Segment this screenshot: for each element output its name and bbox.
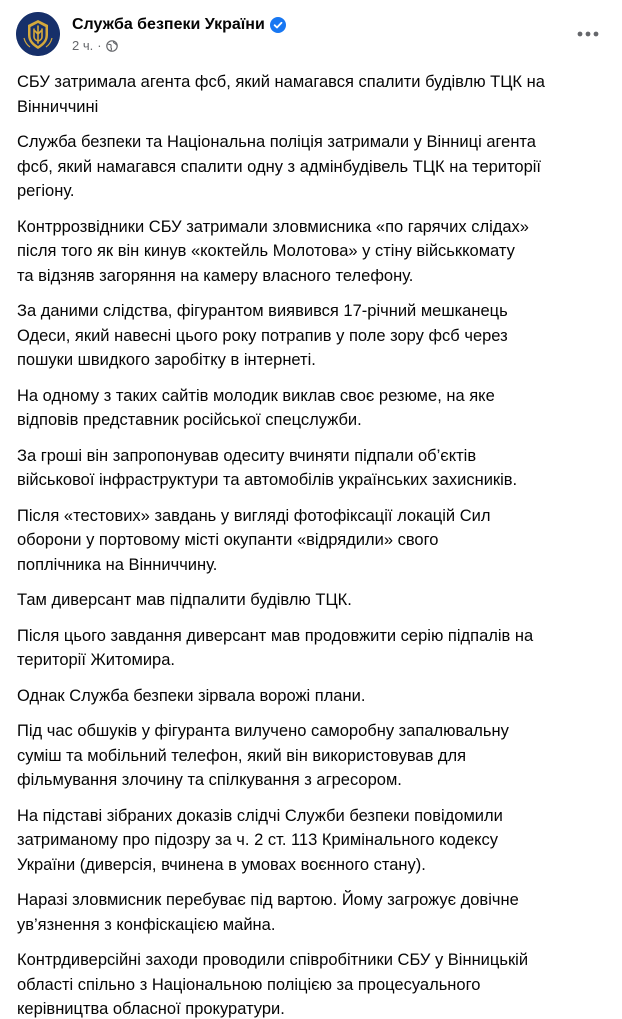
post-meta: [72, 37, 286, 55]
post-header: [16, 12, 606, 60]
post-paragraph: За гроші він запропонував одеситу вчиняти підпали об’єктів військової інфраструктури та автомобілів українських захисників.: [17, 446, 518, 489]
post-paragraph: Під час обшуків у фігуранта вилучено саморобну запалювальну суміш та мобільний телефон, який він використовував для фільмування злочину та спілкування з агресором.: [17, 722, 509, 789]
more-options-icon: [577, 31, 599, 37]
meta-separator: ·: [97, 38, 102, 53]
author-block: [72, 14, 286, 58]
author-name[interactable]: Служба безпеки України: [72, 16, 265, 33]
post-paragraph: На одному з таких сайтів молодик виклав своє резюме, на яке відповів представник російської спецслужби.: [17, 386, 495, 429]
post-paragraph: Там диверсант мав підпалити будівлю ТЦК.: [17, 591, 352, 609]
post-paragraph: Наразі зловмисник перебуває під вартою. Йому загрожує довічне ув’язнення з конфіскацією майна.: [17, 891, 519, 934]
post-paragraph: Після цього завдання диверсант мав продовжити серію підпалів на території Житомира.: [17, 626, 534, 669]
more-options-button[interactable]: [570, 16, 606, 52]
globe-icon[interactable]: [106, 40, 118, 52]
post-timestamp[interactable]: 2 ч.: [72, 38, 94, 53]
post-paragraph: Служба безпеки та Національна поліція затримали у Вінниці агента фсб, який намагався спалити одну з адмінбудівель ТЦК на території регіону.: [17, 133, 542, 200]
post-paragraph: Однак Служба безпеки зірвала ворожі плани.: [17, 686, 366, 705]
post-paragraph: Контррозвідники СБУ затримали зловмисника «по гарячих слідах» після того як він кинув «коктейль Молотова» у стіну військкомату та відзняв загоряння на камеру власного телефону.: [17, 217, 529, 285]
post-paragraph: За даними слідства, фігурантом виявився 17-річний мешканець Одеси, який навесні цього року потрапив у поле зору фсб через пошуки швидкого заробітку в інтернеті.: [17, 302, 508, 369]
post-paragraph: Після «тестових» завдань у вигляді фотофіксації локацій Сил оборони у портовому місті окупанти «відрядили» свого поплічника на Вінниччину.: [17, 506, 491, 574]
post-paragraph: Контрдиверсійні заходи проводили співробітники СБУ у Вінницькій області спільно з Національною поліцією за процесуального керівництва обласної прокуратури.: [17, 951, 529, 1018]
verified-badge-icon: [270, 17, 286, 33]
post-body: [17, 70, 607, 1019]
sbu-emblem-icon[interactable]: [16, 12, 60, 56]
author-line: [72, 14, 286, 36]
post-paragraph: На підставі зібраних доказів слідчі Служби безпеки повідомили затриманому про підозру за ч. 2 ст. 113 Кримінального кодексу України (диверсія, вчинена в умовах воєнного стану).: [17, 806, 503, 874]
post-headline: СБУ затримала агента фсб, який намагався спалити будівлю ТЦК на Вінниччині: [17, 73, 545, 116]
